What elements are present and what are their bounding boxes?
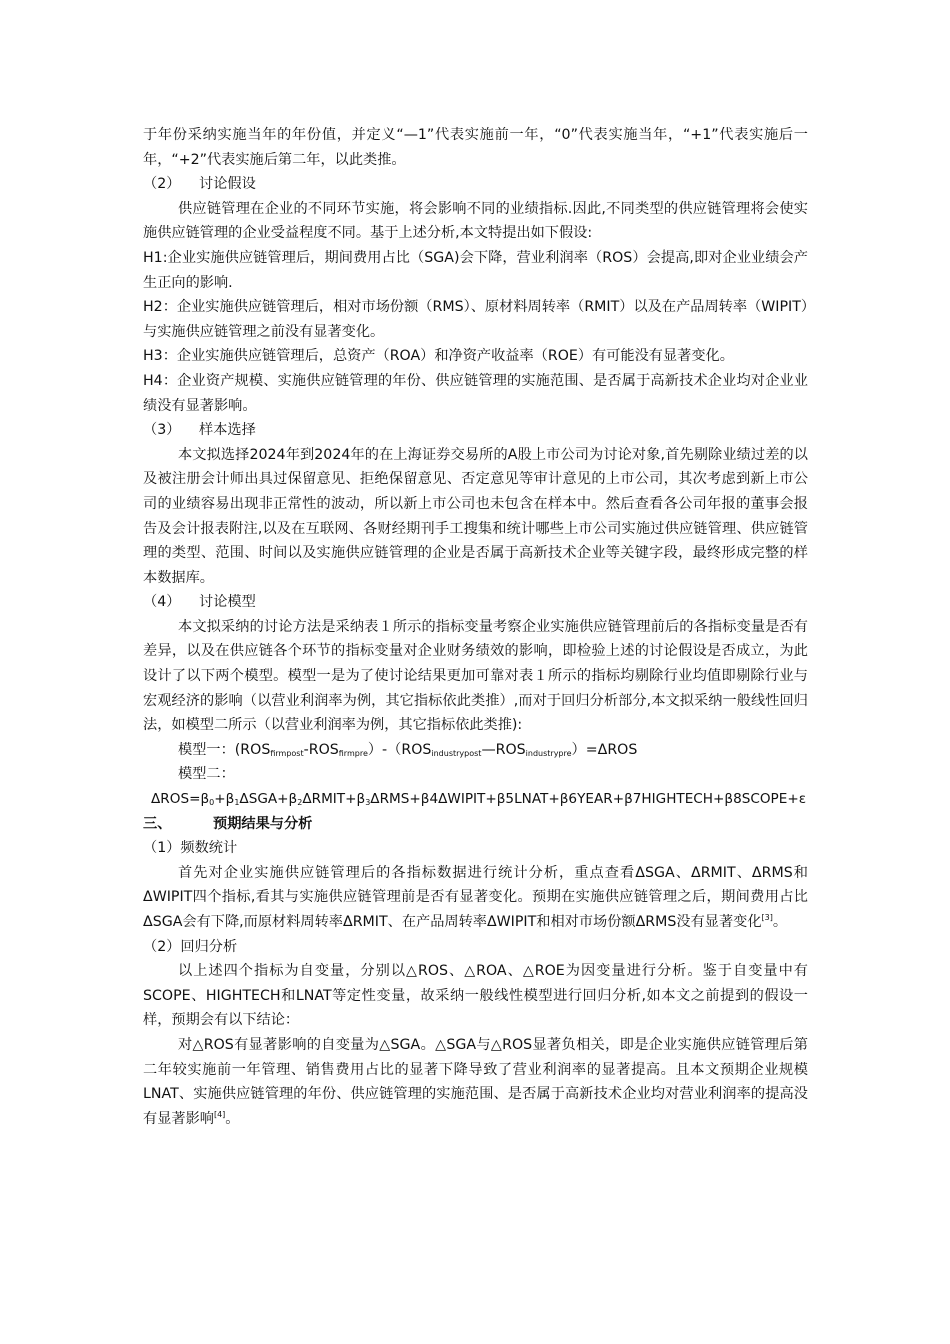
model-paragraph: 本文拟采纳的讨论方法是采纳表１所示的指标变量考察企业实施供应链管理前后的各指标变量是否有差异，以及在供应链各个环节的指标变量对企业财务绩效的影响，即检验上述的讨论假设是否成立，为此设计了以下两个模型。模型一是为了使讨论结果更加可靠对表１所示的指标均剔除行业均值即剔除行业与宏观经济的影响（以营业利润率为例，其它指标依此类推）,而对于回归分析部分,本文拟采纳一般线性回归法，如模型二所示（以营业利润率为例，其它指标依此类推):: [143, 618, 808, 734]
eq-term: —ROS: [481, 741, 526, 758]
frequency-statistics-paragraph: [143, 861, 808, 935]
heading-regression-analysis: （2）回归分析: [143, 938, 238, 955]
document-page: [143, 123, 808, 1131]
eq-subscript: 0: [209, 798, 215, 808]
model-two-equation: [143, 787, 808, 812]
regression-paragraph-2: [143, 1033, 808, 1131]
eq-subscript: industrypre: [525, 748, 572, 758]
eq-term: -ROS: [303, 741, 339, 758]
eq-term: ）=ΔROS: [571, 741, 638, 758]
eq-subscript: 3: [365, 798, 371, 808]
model-two-label: 模型二：: [178, 766, 235, 783]
heading-number: （2）: [143, 176, 181, 193]
eq-term: +β: [214, 791, 235, 808]
heading-number: （4）: [143, 594, 181, 611]
heading-title: 讨论假设: [199, 176, 256, 193]
heading-discussion-hypothesis: [143, 172, 808, 197]
eq-subscript: industrypost: [431, 748, 482, 758]
heading-sample-selection: [143, 418, 808, 443]
eq-subscript: 1: [234, 798, 240, 808]
paragraph-text: 。: [225, 1110, 240, 1127]
heading-title: 样本选择: [199, 422, 256, 439]
intro-paragraph: 于年份采纳实施当年的年份值，并定义“—1”代表实施前一年，“0”代表实施当年，“+1”代表实施后一年，“+2”代表实施后第二年，以此类推。: [143, 127, 808, 168]
sample-selection-paragraph: 本文拟选择2024年到2024年的在上海证券交易所的A股上市公司为讨论对象,首先剔除业绩过差的以及被注册会计师出具过保留意见、拒绝保留意见、否定意见等审计意见的上市公司，其次考虑到新上市公司的业绩容易出现非正常性的波动，所以新上市公司也未包含在样本中。然后查看各公司年报的董事会报告及会计报表附注,以及在互联网、各财经期刊手工搜集和统计哪些上市公司实施过供应链管理、供应链管理的类型、范围、时间以及实施供应链管理的企业是否属于高新技术企业等关键字段，最终形成完整的样本数据库。: [143, 446, 808, 586]
section-heading-expected-results: [143, 812, 808, 837]
citation-reference: [4]: [213, 1109, 226, 1119]
heading-number: （3）: [143, 422, 181, 439]
section-title: 预期结果与分析: [213, 815, 313, 832]
heading-discussion-model: [143, 590, 808, 615]
hypothesis-h4: H4：企业资产规模、实施供应链管理的年份、供应链管理的实施范围、是否属于高新技术企业均对企业业绩没有显著影响。: [143, 372, 808, 414]
paragraph-text: 首先对企业实施供应链管理后的各指标数据进行统计分析，重点查看ΔSGA、ΔRMIT、ΔRMS和ΔWIPIT四个指标,看其与实施供应链管理前是否有显著变化。预期在实施供应链管理之后，期间费用占比ΔSGA会有下降,而原材料周转率ΔRMIT、在产品周转率ΔWIPIT和相对市场份额ΔRMS没有显著变化: [143, 864, 808, 930]
hypothesis-h1: H1:企业实施供应链管理后，期间费用占比（SGA)会下降，营业利润率（ROS）会提高,即对企业业绩会产生正向的影响.: [143, 249, 808, 291]
paragraph-text: 。: [772, 914, 788, 930]
eq-term: ΔSGA+β: [239, 791, 298, 808]
eq-term: ΔROS=β: [151, 791, 210, 808]
eq-term: ）-（ROS: [367, 741, 432, 758]
eq-subscript: 2: [297, 798, 303, 808]
heading-frequency-statistics: （1）频数统计: [143, 840, 238, 857]
hypothesis-h2: H2：企业实施供应链管理后，相对市场份额（RMS）、原材料周转率（RMIT）以及在产品周转率（WIPIT）与实施供应链管理之前没有显著变化。: [143, 299, 808, 340]
eq-subscript: firmpost: [270, 748, 304, 758]
model-one-label: 模型一：: [178, 741, 235, 758]
eq-term: ΔRMS+β4ΔWIPIT+β5LNAT+β6YEAR+β7HIGHTECH+β8SCOPE+ε: [370, 791, 807, 808]
citation-reference: [3]: [761, 913, 773, 922]
hypothesis-intro-paragraph: 供应链管理在企业的不同环节实施，将会影响不同的业绩指标.因此,不同类型的供应链管理将会使实施供应链管理的企业受益程度不同。基于上述分析,本文特提出如下假设:: [143, 200, 808, 242]
regression-paragraph-1: 以上述四个指标为自变量，分别以△ROS、△ROA、△ROE为因变量进行分析。鉴于自变量中有SCOPE、HIGHTECH和LNAT等定性变量，故采纳一般线性模型进行回归分析,如本文之前提到的假设一样，预期会有以下结论：: [143, 963, 808, 1029]
hypothesis-h3: H3：企业实施供应链管理后，总资产（ROA）和净资产收益率（ROE）有可能没有显著变化。: [143, 348, 734, 365]
model-one-equation: [143, 738, 808, 763]
heading-title: 讨论模型: [199, 594, 256, 611]
paragraph-text: 对△ROS有显著影响的自变量为△SGA。△SGA与△ROS显著负相关，即是企业实施供应链管理后第二年较实施前一年管理、销售费用占比的显著下降导致了营业利润率的显著提高。且本文预期企业规模LNAT、实施供应链管理的年份、供应链管理的实施范围、是否属于高新技术企业均对营业利润率的提高没有显著影响: [143, 1036, 808, 1127]
section-number: 三、: [143, 815, 172, 832]
eq-term: (ROS: [234, 741, 271, 758]
eq-subscript: firmpre: [338, 748, 368, 758]
eq-term: ΔRMIT+β: [302, 791, 366, 808]
